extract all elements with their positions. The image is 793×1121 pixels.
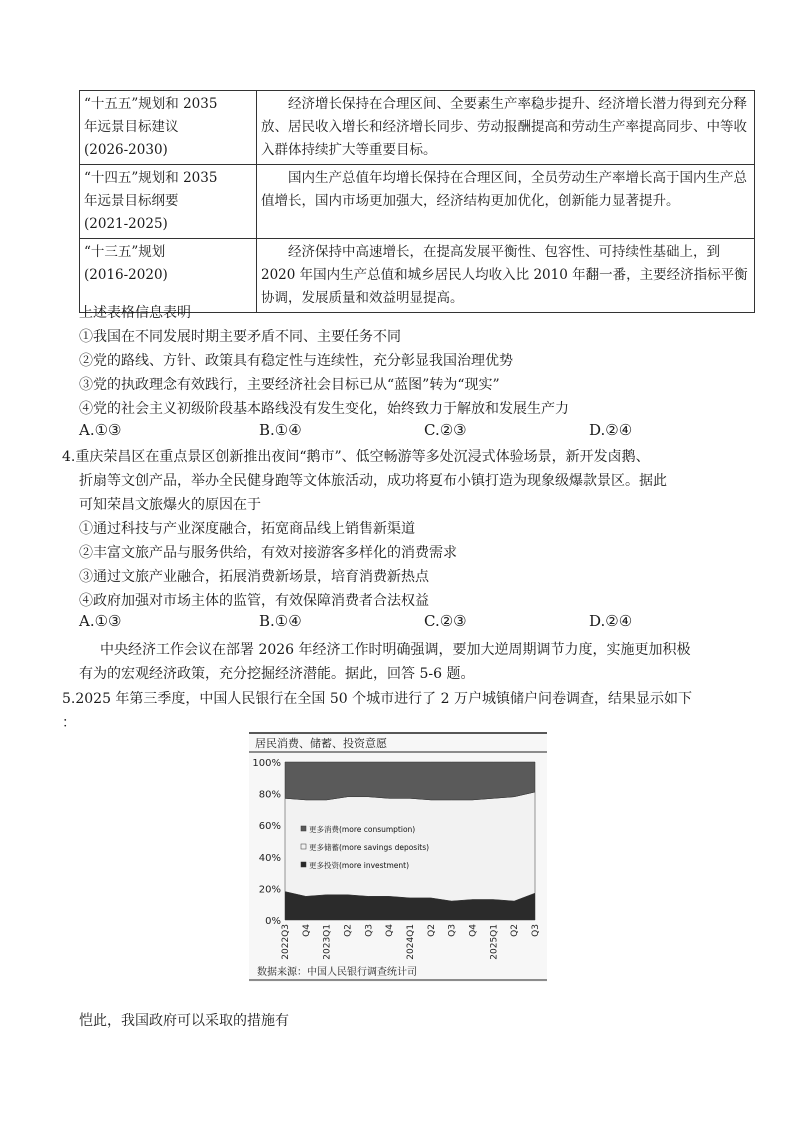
q4-item: ②丰富文旅产品与服务供给，有效对接游客多样化的消费需求 [79,545,457,561]
option-a[interactable]: A.①③ [79,612,122,630]
q3-stem: 上述表格信息表明 [79,305,191,321]
intro-line: 中央经济工作会议在部署 2026 年经济工作时明确强调，要加大逆周期调节力度，实施更加积极 [100,642,691,658]
q4-stem-line: 折扇等文创产品，举办全民健身跑等文体旅活动，成功将夏布小镇打造为现象级爆款景区。据此 [79,473,667,489]
plan-name-line: “十三五”规划 [84,244,166,260]
option-c[interactable]: C.②③ [424,421,467,439]
option-d[interactable]: D.②④ [589,612,633,630]
plan-table [79,90,755,313]
plan-period: (2026-2030) [84,142,168,158]
q3-item: ④党的社会主义初级阶段基本路线没有发生变化，始终致力于解放和发展生产力 [79,401,569,417]
q5-stem-line: 5.2025 年第三季度，中国人民银行在全国 50 个城市进行了 2 万户城镇储户问卷调查，结果显示如下 [62,691,692,707]
plan-name-line: 年远景目标建议 [84,119,179,135]
plan-period: (2016-2020) [84,267,168,283]
x-tick-label: Q3 [364,924,375,937]
area-series-2 [285,762,535,800]
x-tick-label: Q2 [343,924,354,937]
plan-name-cell [80,165,257,239]
plan-name-cell [80,91,257,165]
plan-goal-cell: 经济保持中高速增长，在提高发展平衡性、包容性、可持续性基础上，到 2020 年国内生产总值和城乡居民人均收入比 2010 年翻一番，主要经济指标平衡协调，发展质量和效益明显提高。 [257,239,755,313]
x-tick-label: Q4 [301,924,312,937]
option-a[interactable]: A.①③ [79,421,122,439]
table-row [80,165,755,239]
legend-label: 更多投资(more investment) [309,861,410,870]
y-tick-label: 0% [265,916,281,927]
x-tick-label: Q3 [531,924,541,937]
intro-line: 有为的宏观经济政策，充分挖掘经济潜能。据此，回答 5-6 题。 [79,666,475,682]
option-b[interactable]: B.①④ [259,612,302,630]
x-tick-label: 2022Q3 [281,924,291,960]
x-tick-label: Q4 [385,924,396,937]
legend-label: 更多储蓄(more savings deposits) [309,843,430,852]
y-tick-label: 40% [258,852,281,864]
legend-swatch [301,826,306,831]
q4-item: ①通过科技与产业深度融合，拓宽商品线上销售新渠道 [79,521,415,537]
plan-period: (2021-2025) [84,216,168,232]
legend-swatch [301,844,306,849]
plan-goal-cell: 国内生产总值年均增长保持在合理区间，全员劳动生产率增长高于国内生产总值增长，国内市场更加强大，经济结构更加优化，创新能力显著提升。 [257,165,755,239]
q4-item: ③通过文旅产业融合，拓展消费新场景，培育消费新热点 [79,569,429,585]
table-row [80,91,755,165]
x-tick-label: Q2 [510,924,521,937]
chart-title: 居民消费、储蓄、投资意愿 [255,737,387,750]
y-tick-label: 100% [252,758,281,769]
legend-label: 更多消费(more consumption) [309,825,416,834]
x-tick-label: Q4 [468,924,479,937]
plan-name-line: “十四五”规划和 2035 [84,170,218,186]
plan-name-line: 年远景目标纲要 [84,193,179,209]
chart-source: 数据来源：中国人民银行调查统计司 [257,967,417,978]
x-tick-label: Q3 [447,924,458,937]
x-tick-label: Q2 [426,924,437,937]
x-tick-label: 2023Q1 [322,924,333,960]
option-c[interactable]: C.②③ [424,612,467,630]
option-b[interactable]: B.①④ [259,421,302,439]
q4-stem-line: 4.重庆荣昌区在重点景区创新推出夜间“鹅市”、低空畅游等多处沉浸式体验场景，新开发卤鹅、 [62,449,650,465]
q3-item: ②党的路线、方针、政策具有稳定性与连续性，充分彰显我国治理优势 [79,353,513,369]
x-tick-label: 2024Q1 [406,924,416,960]
q4-stem-line: 可知荣昌文旅爆火的原因在于 [79,497,261,513]
plan-name-line: “十五五”规划和 2035 [84,96,218,112]
plan-goal-cell: 经济增长保持在合理区间、全要素生产率稳步提升、经济增长潜力得到充分释放、居民收入增长和经济增长同步、劳动报酬提高和劳动生产率提高同步、中等收入群体持续扩大等重要目标。 [257,91,755,165]
y-tick-label: 20% [258,884,281,896]
x-tick-label: 2025Q1 [489,924,500,960]
legend-swatch [301,862,306,867]
q5-followup: 恺此，我国政府可以采取的措施有 [79,1013,289,1029]
q4-item: ④政府加强对市场主体的监管，有效保障消费者合法权益 [79,593,429,609]
y-tick-label: 80% [258,789,281,801]
savings-intent-chart [249,732,547,982]
q3-item: ③党的执政理念有效践行，主要经济社会目标已从“蓝图”转为“现实” [79,377,500,393]
option-d[interactable]: D.②④ [589,421,633,439]
q3-item: ①我国在不同发展时期主要矛盾不同、主要任务不同 [79,329,401,345]
q5-stem-line: ： [62,715,76,731]
y-tick-label: 60% [258,821,281,833]
